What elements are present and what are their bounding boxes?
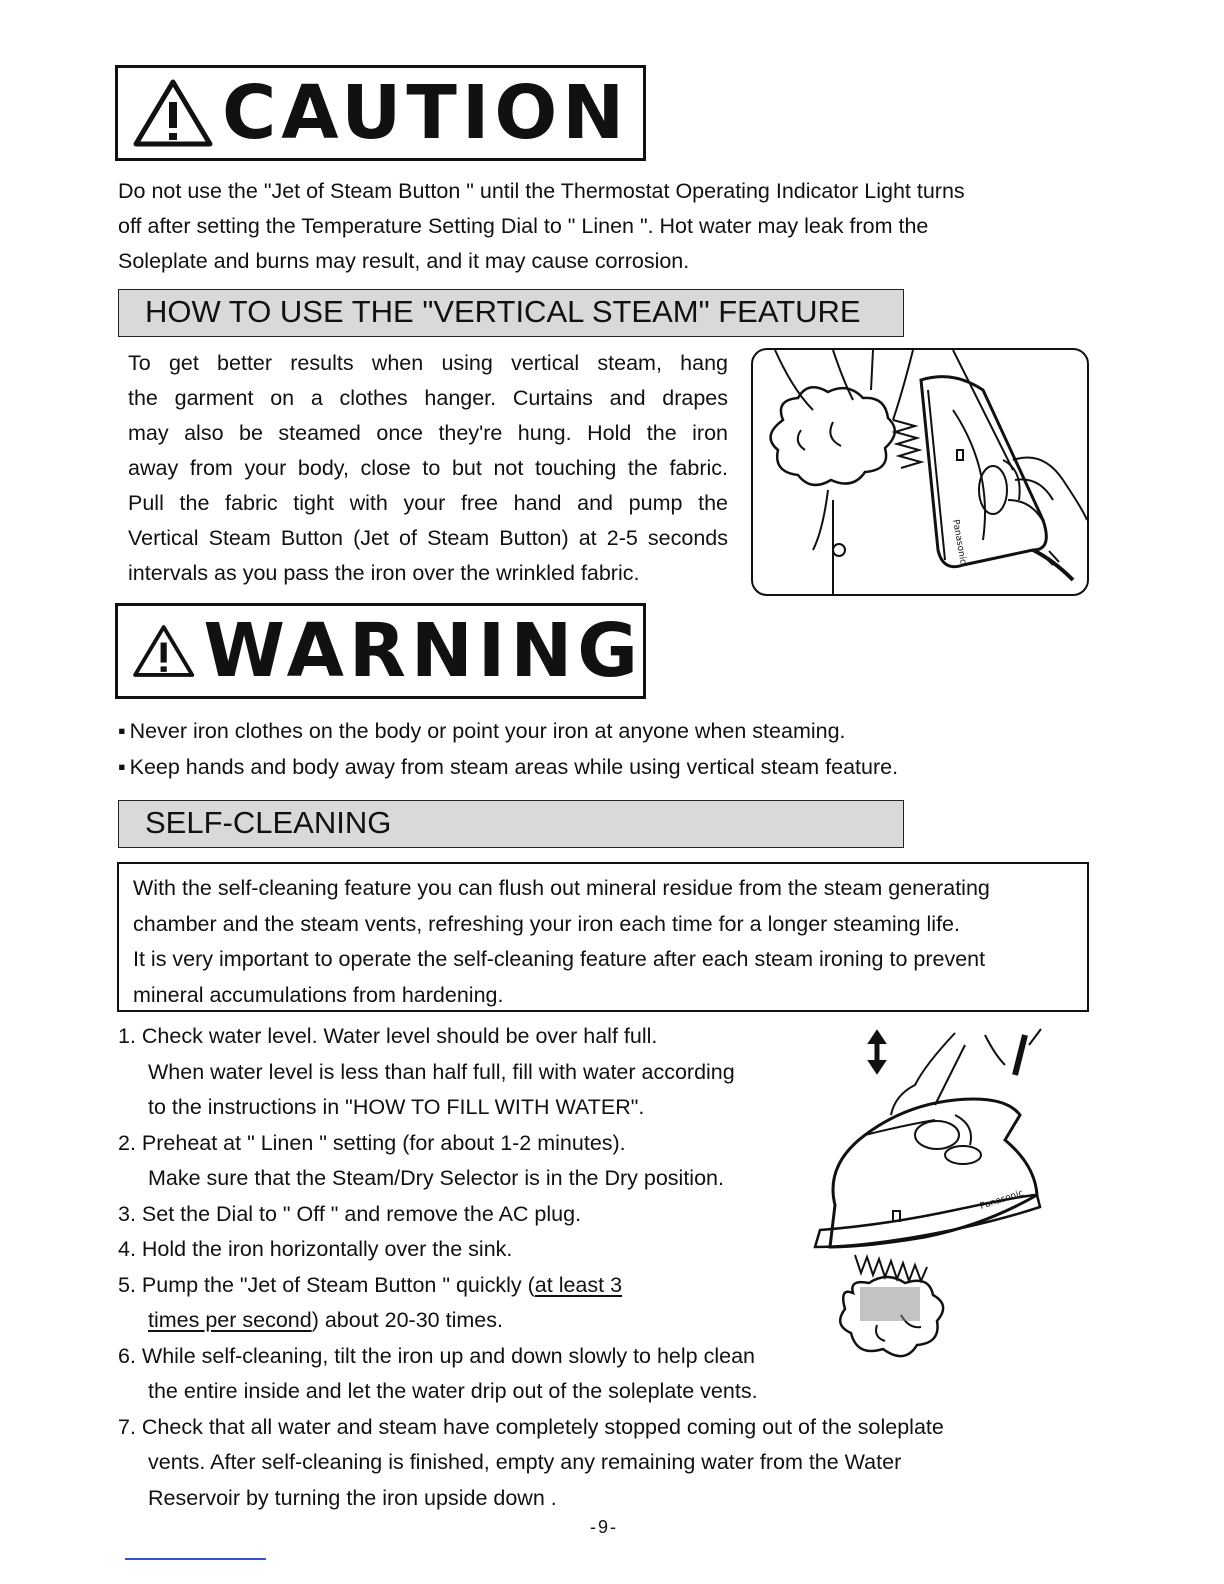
step-7: 7. Check that all water and steam have completely stopped coming out of the soleplate [118,1414,944,1439]
step-4: 4. Hold the iron horizontally over the sink. [118,1237,513,1261]
step-1: 1. Check water level. Water level should be over half full. [118,1024,658,1048]
self-cleaning-heading: SELF-CLEANING [118,800,904,848]
step-7-detail: vents. After self-cleaning is finished, empty any remaining water from the Water [148,1450,902,1474]
vertical-steam-line: the garment on a clothes hanger. Curtains and drapes [128,386,728,410]
step-5-underlined: at least 3 [534,1272,623,1297]
caution-box [115,65,646,161]
brand-label: Panasonic [978,1188,1025,1212]
step-5-text: ) about 20-30 times. [311,1308,503,1332]
vertical-steam-line: To get better results when using vertical steam, hang [128,351,728,375]
caution-title: CAUTION [222,70,630,156]
caution-line: Soleplate and burns may result, and it may cause corrosion. [118,249,690,273]
step-1-detail: to the instructions in "HOW TO FILL WITH WATER". [148,1095,645,1119]
vertical-steam-text [128,346,728,591]
warning-triangle-icon [132,616,195,686]
warning-box [115,603,646,699]
brand-label: Panasonic [950,518,968,565]
caution-line: off after setting the Temperature Setting Dial to " Linen ". Hot water may leak from the [118,214,929,238]
vertical-steam-line: may also be steamed once they're hung. Hold the iron [128,421,728,445]
step-6-detail: the entire inside and let the water drip out of the soleplate vents. [148,1379,758,1403]
vertical-steam-line: Vertical Steam Button (Jet of Steam Button) at 2-5 seconds [128,526,728,550]
vertical-steam-figure [751,348,1089,596]
vertical-steam-line: away from your body, close to but not touching the fabric. [128,456,728,480]
self-cleaning-intro-box [117,862,1089,1012]
page-number: -9- [590,1517,618,1537]
intro-line: It is very important to operate the self-cleaning feature after each steam ironing to prevent [133,947,986,971]
vertical-steam-heading: HOW TO USE THE "VERTICAL STEAM" FEATURE [118,289,904,337]
warning-bullet: ▪ Keep hands and body away from steam areas while using vertical steam feature. [118,749,1078,785]
warning-triangle-icon [132,78,214,148]
step-2-detail: Make sure that the Steam/Dry Selector is in the Dry position. [148,1166,724,1190]
caution-text [118,174,1078,279]
step-5-text: 5. Pump the "Jet of Steam Button " quickly ( [118,1272,535,1297]
vertical-steam-line: Pull the fabric tight with your free hand and pump the [128,491,728,515]
intro-line: mineral accumulations from hardening. [133,982,504,1007]
step-6: 6. While self-cleaning, tilt the iron up and down slowly to help clean [118,1343,755,1368]
step-2: 2. Preheat at " Linen " setting (for about 1-2 minutes). [118,1130,626,1155]
vertical-steam-illustration [753,350,1087,594]
vertical-steam-line: intervals as you pass the iron over the wrinkled fabric. [128,561,640,585]
step-3: 3. Set the Dial to " Off " and remove the AC plug. [118,1201,582,1226]
step-5-underlined: times per second [148,1308,312,1332]
self-cleaning-illustration [805,1025,1055,1370]
warning-bullet: ▪ Never iron clothes on the body or point your iron at anyone when steaming. [118,713,1078,749]
warning-bullets [118,713,1078,785]
warning-title: WARNING [203,608,643,694]
step-7-detail: Reservoir by turning the iron upside down . [148,1485,557,1510]
caution-line: Do not use the "Jet of Steam Button " until the Thermostat Operating Indicator Light turns [118,179,965,203]
intro-line: With the self-cleaning feature you can flush out mineral residue from the steam generating [133,876,990,900]
step-1-detail: When water level is less than half full, fill with water according [148,1059,735,1084]
footer-rule [125,1558,266,1560]
intro-line: chamber and the steam vents, refreshing your iron each time for a longer steaming life. [133,911,960,936]
